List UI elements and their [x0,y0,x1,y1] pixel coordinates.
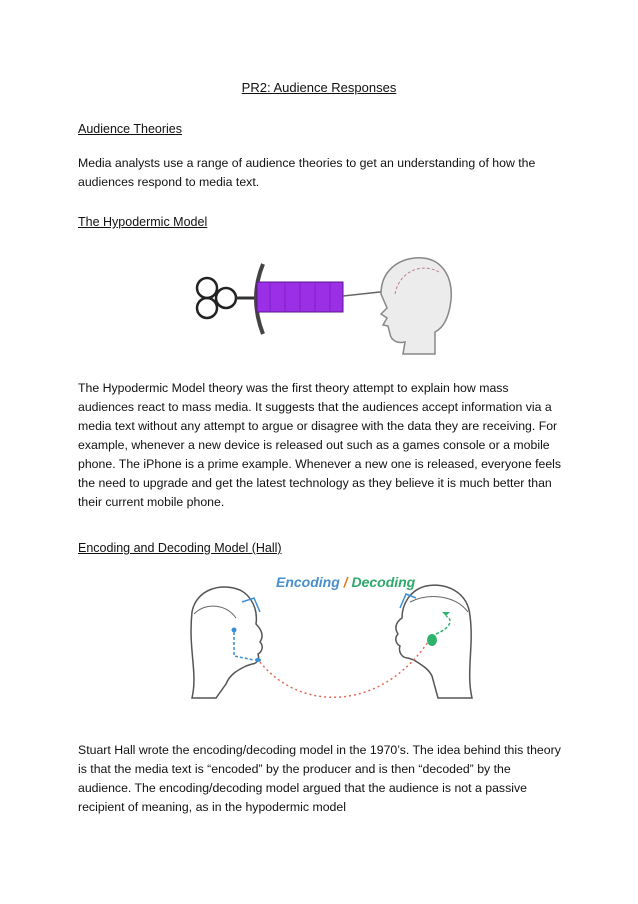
encoding-label: Encoding [276,574,340,590]
paragraph-hypodermic-model: The Hypodermic Model theory was the first theory attempt to explain how mass audiences react to mass media. It suggests that the audiences accept information via a media text without any attempt to argue or disagree with the data they are receiving. For example, whenever a new device is released out such as a games console or a mobile phone. The iPhone is a prime example. Whenever a new one is released, everyone feels the need to upgrade and get the latest technology as they believe it is much better than their current mobile phone. [78,381,562,509]
paragraph-audience-theories: Media analysts use a range of audience theories to get an understanding of how the audiences respond to media text. [78,156,536,189]
heading-audience-theories: Audience Theories [78,122,183,136]
decoding-label: Decoding [351,574,416,590]
separator-label: / [343,574,348,590]
sender-head [191,587,262,698]
encoding-decoding-illustration [180,572,480,712]
hypodermic-syringe-illustration [185,250,455,362]
encoding-decoding-drawing [180,572,480,712]
heading-hypodermic-model: The Hypodermic Model [78,215,208,229]
paragraph-encoding-decoding: Stuart Hall wrote the encoding/decoding model in the 1970’s. The idea behind this theory is that the media text is “encoded” by the producer and is then “decoded” by the audience. The encoding/decoding model argued that the audience is not a passive recipient of meaning, as in the hypodermic model [78,743,561,814]
head-profile [381,258,451,354]
heading-encoding-decoding: Encoding and Decoding Model (Hall) [78,541,282,555]
page-title: PR2: Audience Responses [241,80,397,95]
